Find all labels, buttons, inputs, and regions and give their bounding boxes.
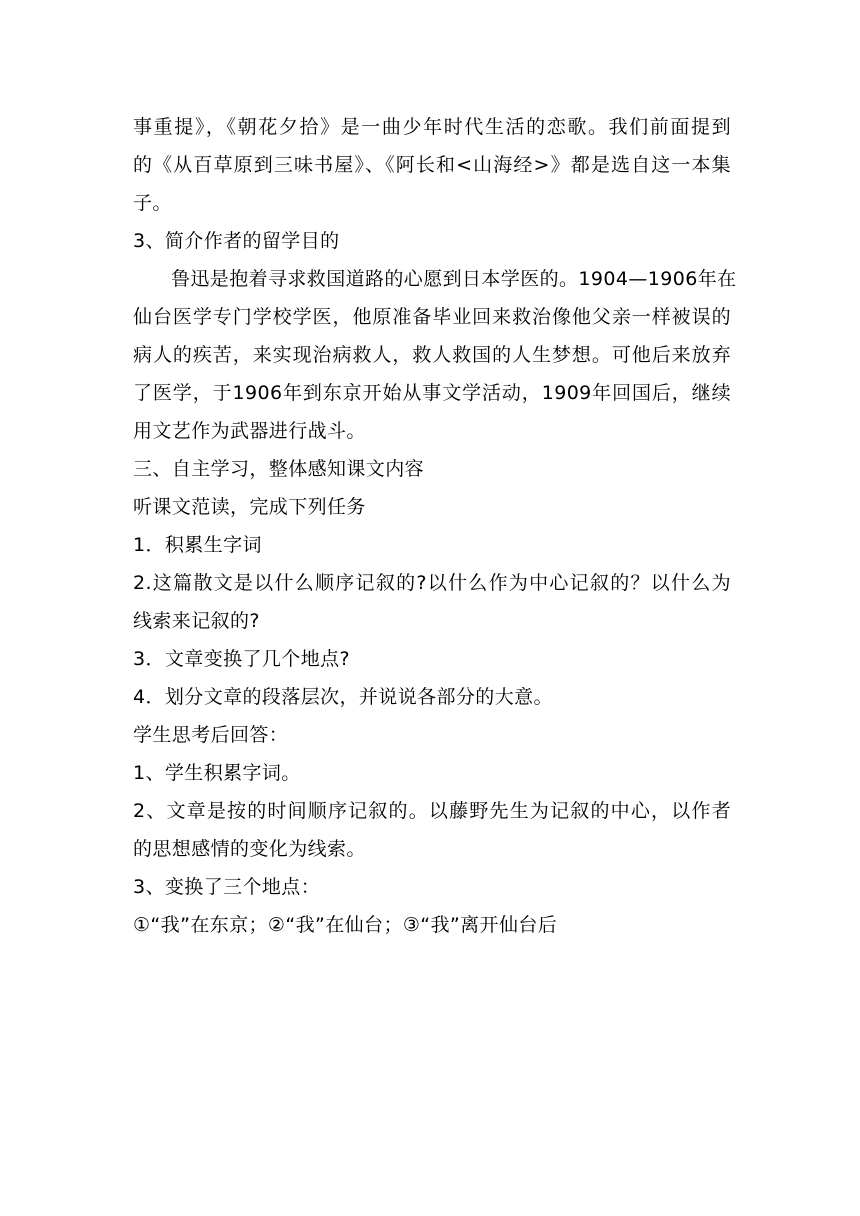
section-heading: 3、简介作者的留学目的 (133, 230, 340, 252)
paragraph-line: 鲁迅是抱着寻求救国道路的心愿到日本学医的。1904—1906年在 (171, 268, 737, 290)
paragraph-line: 了医学，于1906年到东京开始从事文学活动，1909年回国后，继续 (133, 382, 731, 404)
paragraph-line: 子。 (133, 192, 172, 214)
answer-item-continuation: 的思想感情的变化为线索。 (133, 838, 366, 860)
paragraph-line: 的《从百草原到三味书屋》、《阿长和<山海经>》都是选自这一本集 (133, 154, 731, 176)
task-item: 1．积累生字词 (133, 534, 262, 556)
paragraph-line: 用文艺作为武器进行战斗。 (133, 420, 366, 442)
answer-item: 2、文章是按的时间顺序记叙的。以藤野先生为记叙的中心，以作者 (133, 800, 731, 822)
paragraph-line: 事重提》，《朝花夕拾》是一曲少年时代生活的恋歌。我们前面提到 (133, 116, 731, 138)
task-item: 2.这篇散文是以什么顺序记叙的?以什么作为中心记叙的？以什么为 (133, 572, 731, 594)
answer-heading: 学生思考后回答： (133, 724, 289, 746)
paragraph-line: 病人的疾苦，来实现治病救人，救人救国的人生梦想。可他后来放弃 (133, 344, 731, 366)
answer-item: ①“我”在东京；②“我”在仙台；③“我”离开仙台后 (133, 914, 558, 936)
answer-item: 3、变换了三个地点： (133, 876, 321, 898)
task-item-continuation: 线索来记叙的? (133, 610, 260, 632)
document-body (133, 108, 737, 944)
answer-item: 1、学生积累字词。 (133, 762, 301, 784)
paragraph-line: 仙台医学专门学校学医，他原准备毕业回来救治像他父亲一样被误的 (133, 306, 731, 328)
task-item: 4．划分文章的段落层次，并说说各部分的大意。 (133, 686, 553, 708)
task-item: 3．文章变换了几个地点? (133, 648, 350, 670)
section-heading: 三、自主学习，整体感知课文内容 (133, 458, 425, 480)
instruction-line: 听课文范读，完成下列任务 (133, 496, 366, 518)
